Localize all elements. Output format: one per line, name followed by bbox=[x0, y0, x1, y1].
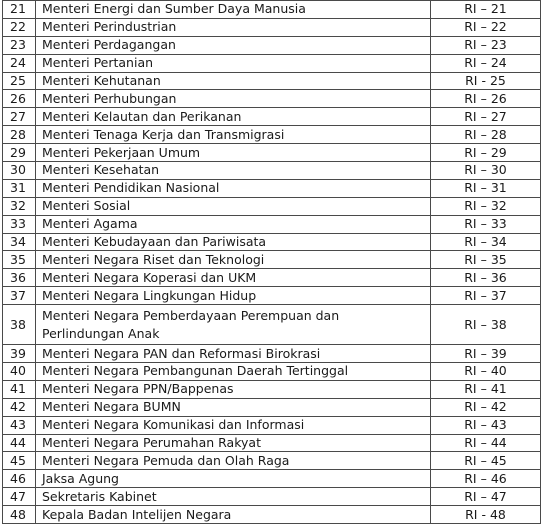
row-number: 42 bbox=[3, 398, 36, 416]
row-number: 34 bbox=[3, 233, 36, 251]
row-title: Menteri Kehutanan bbox=[36, 72, 431, 90]
row-code: RI – 33 bbox=[431, 215, 541, 233]
row-number: 38 bbox=[3, 305, 36, 345]
row-code: RI – 31 bbox=[431, 179, 541, 197]
row-number: 24 bbox=[3, 54, 36, 72]
row-code: RI – 43 bbox=[431, 416, 541, 434]
row-code: RI – 39 bbox=[431, 345, 541, 363]
row-number: 33 bbox=[3, 215, 36, 233]
row-code: RI – 47 bbox=[431, 488, 541, 506]
table-row bbox=[3, 162, 541, 180]
row-number: 37 bbox=[3, 287, 36, 305]
row-code: RI – 22 bbox=[431, 18, 541, 36]
row-number: 45 bbox=[3, 452, 36, 470]
row-number: 41 bbox=[3, 380, 36, 398]
row-number: 27 bbox=[3, 108, 36, 126]
row-title: Menteri Kelautan dan Perikanan bbox=[36, 108, 431, 126]
row-number: 48 bbox=[3, 506, 36, 524]
table-row bbox=[3, 179, 541, 197]
table-row bbox=[3, 269, 541, 287]
table-row bbox=[3, 18, 541, 36]
row-number: 28 bbox=[3, 126, 36, 144]
table-row bbox=[3, 54, 541, 72]
row-title: Menteri Perhubungan bbox=[36, 90, 431, 108]
row-title: Menteri Kesehatan bbox=[36, 162, 431, 180]
row-code: RI - 48 bbox=[431, 506, 541, 524]
ministers-code-table bbox=[2, 0, 541, 524]
row-code: RI – 23 bbox=[431, 36, 541, 54]
table-row bbox=[3, 416, 541, 434]
table-row bbox=[3, 488, 541, 506]
row-code: RI – 41 bbox=[431, 380, 541, 398]
table-row bbox=[3, 363, 541, 381]
row-code: RI – 29 bbox=[431, 144, 541, 162]
row-title: Menteri Negara Pembangunan Daerah Tertinggal bbox=[36, 363, 431, 381]
table-row bbox=[3, 287, 541, 305]
table-row bbox=[3, 144, 541, 162]
row-title: Menteri Negara PAN dan Reformasi Birokrasi bbox=[36, 345, 431, 363]
row-code: RI – 24 bbox=[431, 54, 541, 72]
row-title: Menteri Energi dan Sumber Daya Manusia bbox=[36, 1, 431, 19]
table-row bbox=[3, 434, 541, 452]
row-title: Menteri Negara Koperasi dan UKM bbox=[36, 269, 431, 287]
row-number: 43 bbox=[3, 416, 36, 434]
table-row bbox=[3, 305, 541, 345]
table-body bbox=[3, 1, 541, 524]
row-title: Menteri Perindustrian bbox=[36, 18, 431, 36]
table-row bbox=[3, 380, 541, 398]
table-row bbox=[3, 90, 541, 108]
row-title: Menteri Negara Pemberdayaan Perempuan dan Perlindungan Anak bbox=[36, 305, 431, 345]
row-number: 31 bbox=[3, 179, 36, 197]
row-title: Menteri Negara PPN/Bappenas bbox=[36, 380, 431, 398]
row-code: RI – 30 bbox=[431, 162, 541, 180]
row-code: RI – 40 bbox=[431, 363, 541, 381]
table-row bbox=[3, 126, 541, 144]
row-title: Menteri Negara Perumahan Rakyat bbox=[36, 434, 431, 452]
table-row bbox=[3, 398, 541, 416]
table-row bbox=[3, 345, 541, 363]
row-code: RI – 38 bbox=[431, 305, 541, 345]
row-code: RI – 45 bbox=[431, 452, 541, 470]
row-code: RI – 26 bbox=[431, 90, 541, 108]
row-number: 23 bbox=[3, 36, 36, 54]
row-title: Menteri Sosial bbox=[36, 197, 431, 215]
row-title: Menteri Negara Pemuda dan Olah Raga bbox=[36, 452, 431, 470]
table-row bbox=[3, 72, 541, 90]
row-number: 39 bbox=[3, 345, 36, 363]
row-code: RI – 37 bbox=[431, 287, 541, 305]
row-title: Kepala Badan Intelijen Negara bbox=[36, 506, 431, 524]
row-title: Menteri Pertanian bbox=[36, 54, 431, 72]
row-number: 47 bbox=[3, 488, 36, 506]
row-number: 21 bbox=[3, 1, 36, 19]
row-code: RI – 28 bbox=[431, 126, 541, 144]
row-code: RI – 27 bbox=[431, 108, 541, 126]
row-title: Sekretaris Kabinet bbox=[36, 488, 431, 506]
table-row bbox=[3, 197, 541, 215]
row-number: 36 bbox=[3, 269, 36, 287]
row-number: 25 bbox=[3, 72, 36, 90]
row-title: Menteri Negara Lingkungan Hidup bbox=[36, 287, 431, 305]
row-title: Menteri Pekerjaan Umum bbox=[36, 144, 431, 162]
row-title: Menteri Tenaga Kerja dan Transmigrasi bbox=[36, 126, 431, 144]
row-number: 44 bbox=[3, 434, 36, 452]
row-code: RI – 35 bbox=[431, 251, 541, 269]
row-code: RI – 46 bbox=[431, 470, 541, 488]
row-title: Menteri Kebudayaan dan Pariwisata bbox=[36, 233, 431, 251]
row-code: RI – 42 bbox=[431, 398, 541, 416]
table-row bbox=[3, 251, 541, 269]
row-number: 46 bbox=[3, 470, 36, 488]
row-title: Menteri Agama bbox=[36, 215, 431, 233]
row-code: RI – 44 bbox=[431, 434, 541, 452]
table-row bbox=[3, 215, 541, 233]
row-number: 35 bbox=[3, 251, 36, 269]
table-row bbox=[3, 108, 541, 126]
table-row bbox=[3, 506, 541, 524]
row-code: RI - 25 bbox=[431, 72, 541, 90]
row-number: 22 bbox=[3, 18, 36, 36]
row-number: 26 bbox=[3, 90, 36, 108]
row-number: 30 bbox=[3, 162, 36, 180]
row-number: 29 bbox=[3, 144, 36, 162]
table-row bbox=[3, 470, 541, 488]
table-row bbox=[3, 452, 541, 470]
table-row bbox=[3, 233, 541, 251]
row-title: Menteri Perdagangan bbox=[36, 36, 431, 54]
row-title: Menteri Negara BUMN bbox=[36, 398, 431, 416]
row-title: Menteri Pendidikan Nasional bbox=[36, 179, 431, 197]
row-title: Jaksa Agung bbox=[36, 470, 431, 488]
row-number: 40 bbox=[3, 363, 36, 381]
row-code: RI – 21 bbox=[431, 1, 541, 19]
row-code: RI – 34 bbox=[431, 233, 541, 251]
table-row bbox=[3, 36, 541, 54]
row-title: Menteri Negara Komunikasi dan Informasi bbox=[36, 416, 431, 434]
row-title: Menteri Negara Riset dan Teknologi bbox=[36, 251, 431, 269]
table-row bbox=[3, 1, 541, 19]
row-code: RI – 36 bbox=[431, 269, 541, 287]
row-code: RI – 32 bbox=[431, 197, 541, 215]
row-number: 32 bbox=[3, 197, 36, 215]
